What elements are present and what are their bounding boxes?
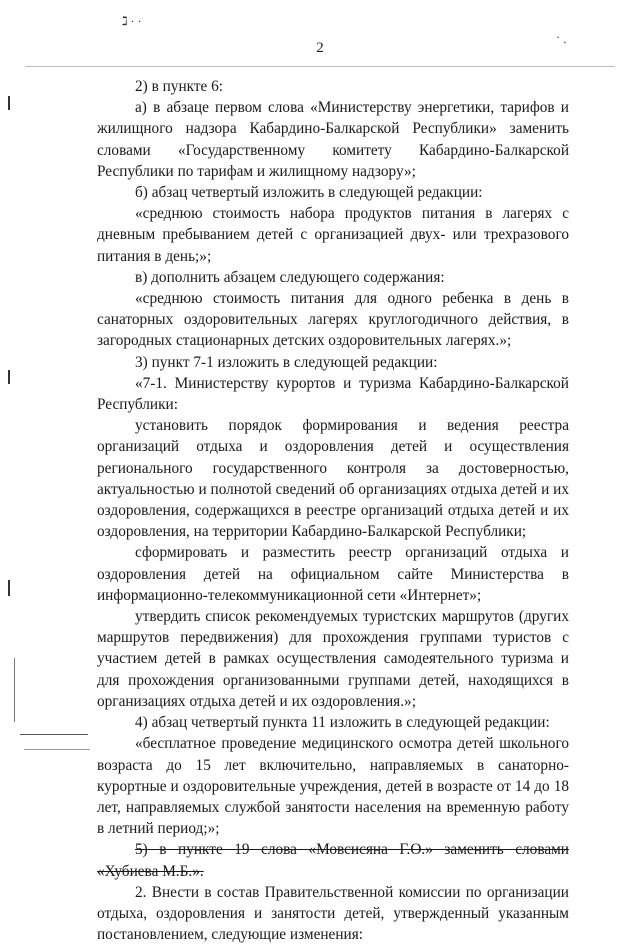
paragraph: «среднюю стоимость набора продуктов питания в лагерях с дневным пребыванием детей с организацией двух- или трехразового питания в день;»; xyxy=(97,205,569,265)
paragraph: 2. Внести в состав Правительственной комиссии по организации отдыха, оздоровления и занятости детей, утвержденный указанным постановлением, следующие изменения: xyxy=(97,883,569,944)
paragraph: утвердить список рекомендуемых туристских маршрутов (других маршрутов передвижения) для прохождения группами туристов с участием детей в рамках осуществления самодеятельного туризма и для прохождения организованными группами детей, находящихся в организациях отдыха детей и их оздоровления.»; xyxy=(97,608,569,710)
paragraph: «бесплатное проведение медицинского осмотра детей школьного возраста до 15 лет включительно, направляемых в санаторно-курортные и оздоровительные учреждения, детей в возрасте от 14 до 18 лет, направляемых службой занятости населения на временную работу в летний период;»; xyxy=(97,735,569,838)
paragraph: «среднюю стоимость питания для одного ребенка в день в санаторных оздоровительных лагерях круглогодичного действия, в загородных стационарных детских оздоровительных лагерях.»; xyxy=(97,290,569,350)
scan-artifact: · ˎ xyxy=(556,30,567,44)
paragraph: а) в абзаце первом слова «Министерству энергетики, тарифов и жилищного надзора Кабардино-Балкарской Республики» заменить словами «Государственному комитету Кабардино-Балкарской Республики по тарифам и жилищному надзору»; xyxy=(97,99,569,180)
scan-artifact xyxy=(20,734,88,735)
paragraph: б) абзац четвертый изложить в следующей редакции: xyxy=(135,184,483,202)
page-number: 2 xyxy=(316,40,324,56)
paragraph: сформировать и разместить реестр организаций отдыха и оздоровления детей на официальном сайте Министерства в информационно-телекоммуникационной сети «Интернет»; xyxy=(97,544,569,604)
paragraph: 2) в пункте 6: xyxy=(135,78,224,95)
paragraph: 3) пункт 7-1 изложить в следующей редакции: xyxy=(135,353,438,371)
paragraph: 5) в пункте 19 слова «Мовсисяна Г.О.» заменить словами «Хубиева М.Б.». xyxy=(97,841,569,880)
paragraph: 4) абзац четвертый пункта 11 изложить в следующей редакции: xyxy=(135,714,550,732)
paragraph: «7-1. Министерству курортов и туризма Кабардино-Балкарской Республики: xyxy=(97,374,569,414)
document-body xyxy=(97,76,569,945)
scan-artifact xyxy=(8,580,10,596)
scan-artifact xyxy=(8,370,10,384)
scan-artifact xyxy=(8,96,10,110)
paragraph: установить порядок формирования и ведения реестра организаций отдыха и оздоровления детей и осуществления регионального государственного контроля за достоверностью, актуальностью и полнотой сведений об организациях отдыха детей и их оздоровления, содержащихся в реестре организаций отдыха детей и их оздоровления, на территории Кабардино-Балкарской Республики; xyxy=(97,417,569,541)
scan-artifact xyxy=(24,749,90,750)
paragraph: в) дополнить абзацем следующего содержания: xyxy=(135,268,445,286)
scan-artifact xyxy=(25,66,615,67)
scan-artifact: ℷ · · xyxy=(122,14,142,28)
scan-artifact xyxy=(14,658,15,722)
